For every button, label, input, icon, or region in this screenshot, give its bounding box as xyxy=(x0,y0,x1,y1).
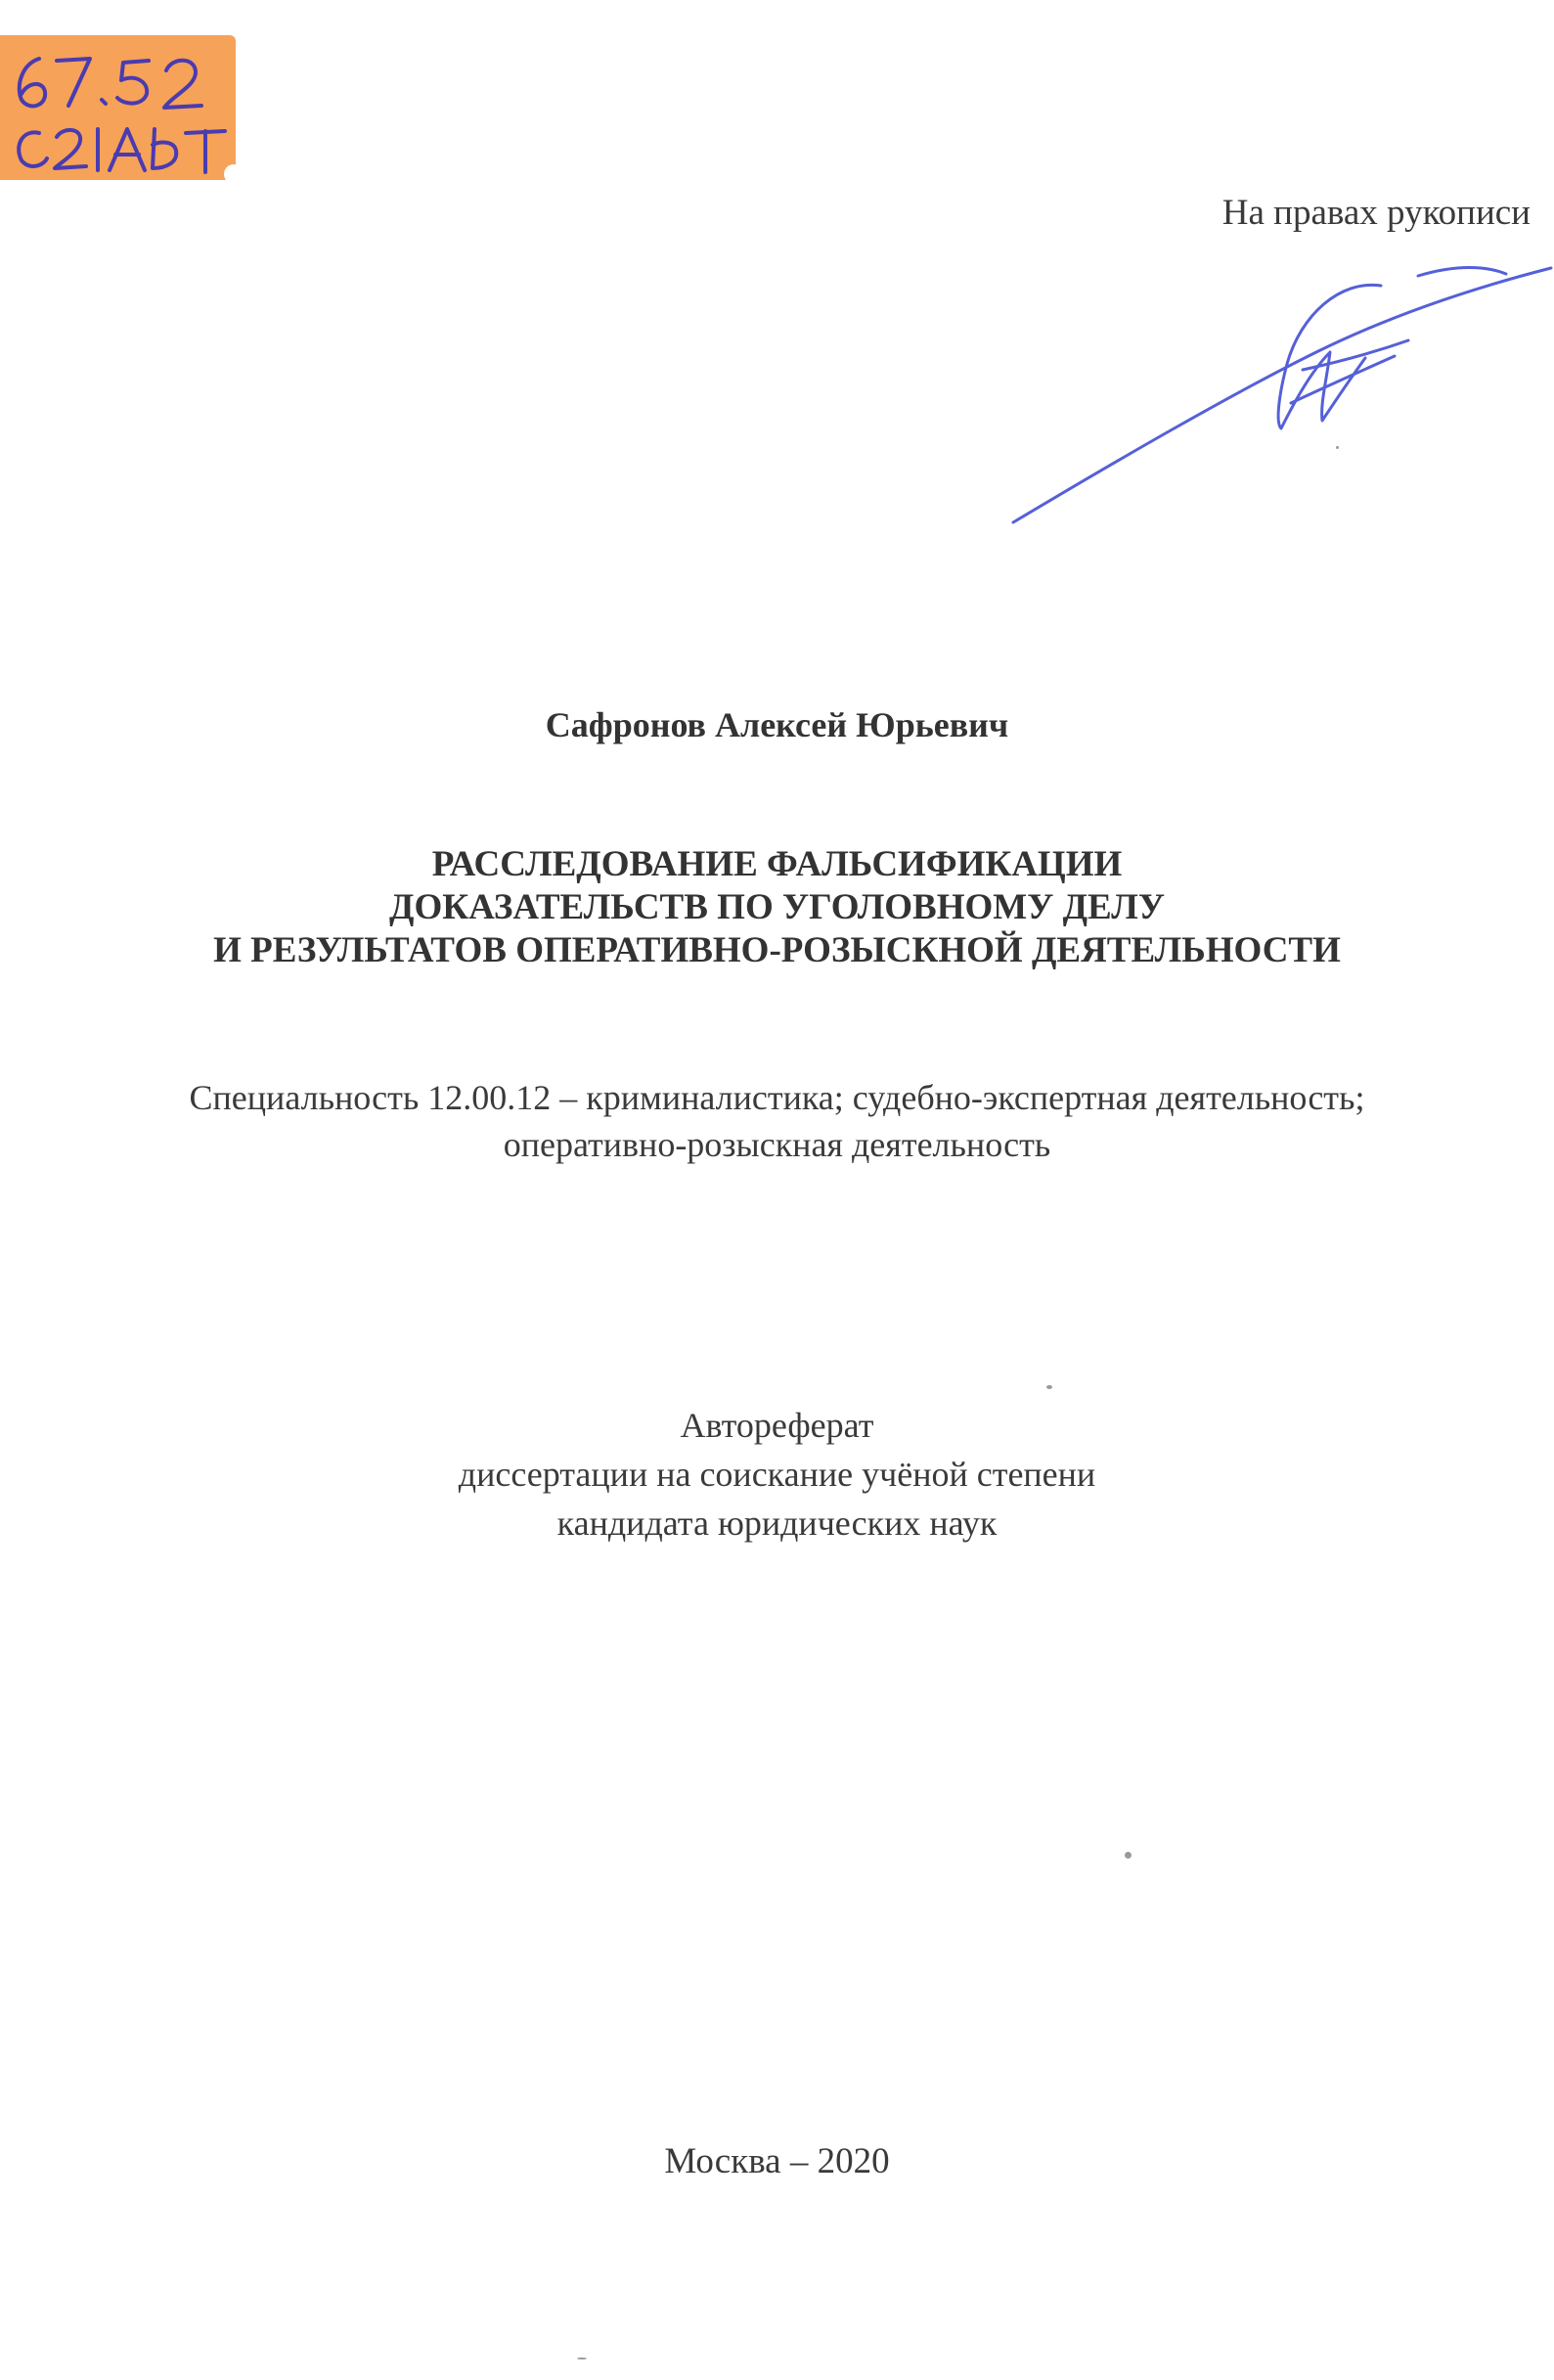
library-sticker xyxy=(0,35,236,180)
scan-speck xyxy=(1125,1852,1132,1859)
specialty xyxy=(0,1074,1554,1168)
scan-speck xyxy=(1046,1385,1052,1389)
abstract-line: кандидата юридических наук xyxy=(556,1504,998,1543)
abstract-info xyxy=(0,1401,1554,1548)
signature-icon xyxy=(998,256,1554,540)
place-year: Москва – 2020 xyxy=(664,2141,890,2181)
sticker-handwriting xyxy=(0,35,236,180)
abstract-line: диссертации на соискание учёной степени xyxy=(458,1455,1096,1494)
scan-speck xyxy=(577,2358,587,2359)
manuscript-note: На правах рукописи xyxy=(1221,193,1531,233)
dissertation-title xyxy=(0,843,1554,972)
scan-speck xyxy=(1336,446,1339,449)
specialty-line: оперативно-розыскная деятельность xyxy=(503,1125,1051,1164)
abstract-line: Автореферат xyxy=(680,1406,874,1445)
title-line: РАССЛЕДОВАНИЕ ФАЛЬСИФИКАЦИИ xyxy=(431,844,1123,884)
title-line: И РЕЗУЛЬТАТОВ ОПЕРАТИВНО-РОЗЫСКНОЙ ДЕЯТЕЛЬНОСТИ xyxy=(213,930,1341,970)
specialty-line: Специальность 12.00.12 – криминалистика; судебно-экспертная деятельность; xyxy=(189,1078,1365,1117)
title-line: ДОКАЗАТЕЛЬСТВ ПО УГОЛОВНОМУ ДЕЛУ xyxy=(389,887,1165,927)
author-name: Сафронов Алексей Юрьевич xyxy=(545,705,1009,744)
